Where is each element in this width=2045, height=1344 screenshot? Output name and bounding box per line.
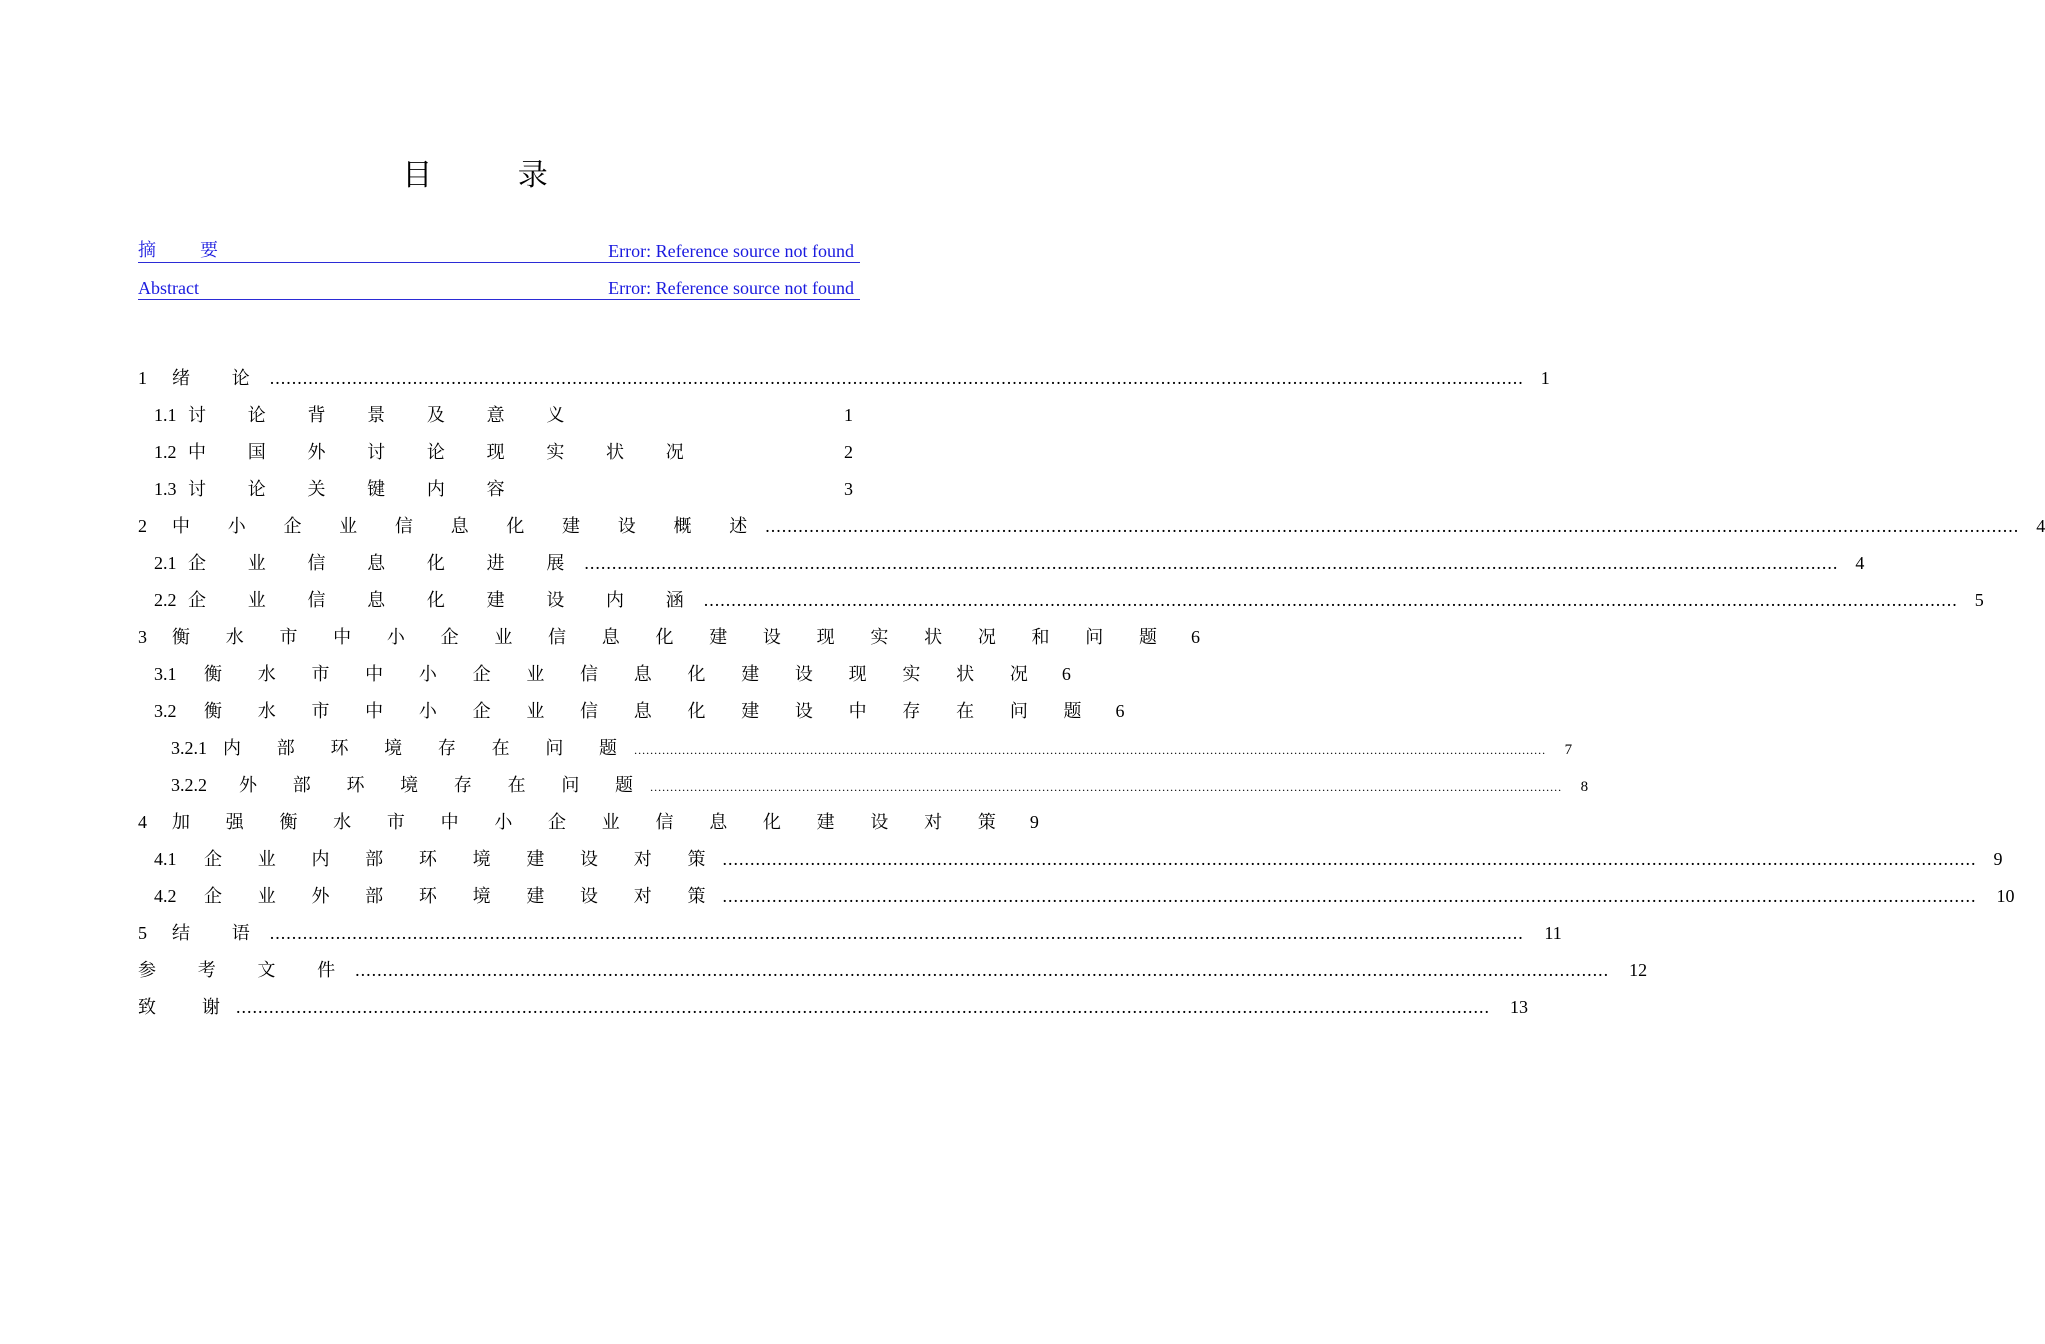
toc-title: 绪 论 [172,368,268,389]
toc-title: 企 业 内 部 环 境 建 设 对 策 [204,849,721,870]
toc-leader [723,849,1977,870]
toc-leader [723,886,1977,907]
toc-entry[interactable] [138,660,1071,685]
toc-title: 加 强 衡 水 市 中 小 企 业 信 息 化 建 设 对 策 [172,812,1011,833]
toc-page: 12 [1629,960,1648,980]
toc-number: 1.1 [154,405,177,425]
toc-entry[interactable] [138,919,1562,944]
toc-entry[interactable] [138,512,2045,537]
toc-leader [634,743,1546,758]
toc-entry[interactable] [138,438,853,462]
toc-page: 13 [1510,997,1528,1017]
toc-page: 9 [1029,812,1039,832]
toc-title: 企 业 外 部 环 境 建 设 对 策 [204,886,721,907]
toc-number: 3.1 [154,664,177,684]
toc-title: 企 业 信 息 化 进 展 [188,553,583,574]
toc-title: 讨 论 背 景 及 意 义 [188,405,583,426]
toc-entry[interactable] [138,697,1125,722]
toc-title: 企 业 信 息 化 建 设 内 涵 [188,590,702,611]
toc-page: 1 [1540,368,1550,388]
toc-number: 2 [138,516,147,536]
toc-title: 内 部 环 境 存 在 问 题 [223,738,633,759]
toc-title: 参 考 文 件 [138,960,354,981]
toc-title: 衡 水 市 中 小 企 业 信 息 化 建 设 中 存 在 问 题 [204,701,1097,722]
toc-title: 衡 水 市 中 小 企 业 信 息 化 建 设 现 实 状 况 [204,664,1043,685]
toc-title: 衡 水 市 中 小 企 业 信 息 化 建 设 现 实 状 况 和 问 题 [172,627,1172,648]
toc-title: 结 语 [172,923,268,944]
toc-page: 3 [844,479,853,499]
toc-page: 4 [2036,516,2045,536]
toc-number: 5 [138,923,147,943]
toc-entry[interactable] [138,364,1550,389]
toc-title: 外 部 环 境 存 在 问 题 [239,775,649,796]
toc-page: 9 [1993,849,2003,869]
toc-entry[interactable] [138,993,1528,1018]
toc-entry[interactable] [138,808,1039,833]
toc-title: 中 小 企 业 信 息 化 建 设 概 述 [172,516,764,537]
toc-entry[interactable] [138,882,2015,907]
toc-link-label: Abstract [138,278,199,298]
toc-page: 6 [1115,701,1125,721]
toc-number: 2.2 [154,590,177,610]
toc-entry[interactable] [138,401,853,425]
toc-page: 6 [1061,664,1071,684]
toc-number: 4 [138,812,147,832]
toc-entry[interactable] [138,956,1648,981]
toc-page: 7 [1564,742,1573,758]
toc-page: 4 [1855,553,1865,573]
toc-number: 1 [138,368,147,388]
toc-number: 3.2.2 [171,775,207,795]
toc-page: 10 [1996,886,2015,906]
toc-title: 致 谢 [138,997,234,1018]
toc-page: 11 [1544,923,1562,943]
toc-leader [704,590,1958,611]
toc-page: 2 [844,442,853,462]
toc-leader [765,516,2019,537]
toc-page: 6 [1191,627,1200,647]
toc-link-abstract-en[interactable] [138,277,860,300]
toc-title: 中 国 外 讨 论 现 实 状 况 [188,442,702,463]
toc-entry[interactable] [138,475,853,499]
toc-entry[interactable] [138,623,1200,648]
toc-entry[interactable] [138,549,1865,574]
toc-title: 讨 论 关 键 内 容 [188,479,523,500]
toc-entry[interactable] [138,586,1984,611]
toc-number: 3.2 [154,701,177,721]
toc-link-error: Error: Reference source not found [608,241,854,261]
toc-entry[interactable] [138,845,2003,870]
toc-number: 1.3 [154,479,177,499]
toc-page: 8 [1580,779,1589,795]
toc-leader [270,368,1524,389]
toc-entry[interactable] [138,734,1573,759]
toc-leader [355,960,1609,981]
toc-number: 4.2 [154,886,177,906]
toc-link-abstract-cn[interactable] [138,240,860,263]
toc-leader [584,553,1838,574]
toc-entry[interactable] [138,771,1589,796]
toc-page: 5 [1974,590,1984,610]
toc-number: 3.2.1 [171,738,207,758]
toc-leader [236,997,1490,1018]
toc-number: 3 [138,627,147,647]
page-title: 目 录 [402,158,586,193]
toc-leader [650,780,1562,795]
toc-page: 1 [844,405,853,425]
toc-link-error: Error: Reference source not found [608,278,854,298]
toc-number: 4.1 [154,849,177,869]
toc-leader [270,923,1524,944]
toc-link-label: 摘要 [138,240,262,261]
toc-number: 1.2 [154,442,177,462]
toc-number: 2.1 [154,553,177,573]
